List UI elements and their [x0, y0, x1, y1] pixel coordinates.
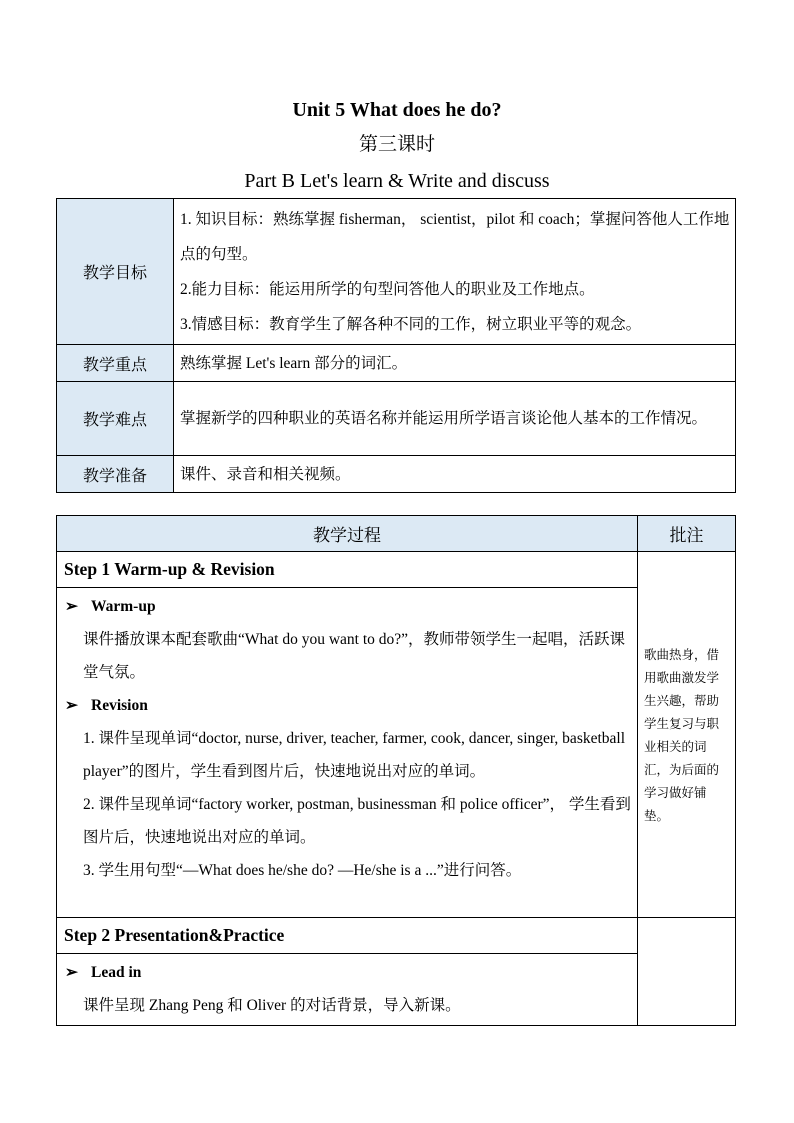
- warmup-text: 课件播放课本配套歌曲“What do you want to do?”，教师带领学生一起唱，活跃课堂气氛。: [83, 631, 626, 681]
- objectives-cell: [174, 199, 736, 345]
- focus-label: 教学重点: [57, 345, 174, 382]
- focus-text: 熟练掌握 Let's learn 部分的词汇。: [174, 345, 736, 382]
- teaching-process-table: [56, 515, 736, 1026]
- step-1-title: Step 1 Warm-up & Revision: [57, 552, 638, 588]
- lesson-goals-table: [56, 198, 736, 493]
- leadin-heading: ➢ Lead in: [65, 956, 633, 989]
- notes-column-header: 批注: [638, 516, 736, 552]
- objective-knowledge: 1. 知识目标：熟练掌握 fisherman， scientist，pilot 和 coach；掌握问答他人工作地点的句型。: [180, 210, 730, 263]
- document-title: Unit 5 What does he do?: [292, 99, 502, 121]
- difficulty-text: 掌握新学的四种职业的英语名称并能运用所学语言谈论他人基本的工作情况。: [174, 382, 736, 456]
- preparation-label: 教学准备: [57, 456, 174, 493]
- lesson-number: 第三课时: [358, 133, 435, 155]
- revision-item-3: 3. 学生用句型“—What does he/she do? —He/she is a ...”进行问答。: [83, 862, 522, 879]
- step-2-note: [638, 918, 736, 1026]
- process-column-header: 教学过程: [57, 516, 638, 552]
- revision-item-2: 2. 课件呈现单词“factory worker, postman, businessman 和 police officer”， 学生看到图片后，快速地说出对应的单词。: [83, 796, 631, 846]
- arrow-bullet-icon: ➢: [65, 598, 78, 615]
- step-1-note: 歌曲热身，借用歌曲激发学生兴趣，帮助学生复习与职业相关的词汇，为后面的学习做好铺垫。: [638, 552, 736, 918]
- step-2-title: Step 2 Presentation&Practice: [57, 918, 638, 954]
- objectives-label: 教学目标: [57, 199, 174, 345]
- objective-emotion: 3.情感目标：教育学生了解各种不同的工作，树立职业平等的观念。: [180, 315, 642, 333]
- step-1-body: [57, 588, 638, 918]
- document-subtitle: Part B Let's learn & Write and discuss: [244, 170, 550, 192]
- objective-ability: 2.能力目标：能运用所学的句型问答他人的职业及工作地点。: [180, 280, 595, 298]
- step-2-body: [57, 954, 638, 1026]
- arrow-bullet-icon: ➢: [65, 697, 78, 714]
- revision-heading: ➢ Revision: [65, 689, 633, 722]
- revision-item-1: 1. 课件呈现单词“doctor, nurse, driver, teacher, farmer, cook, dancer, singer, basketball player”的图片，学生看到图片后，快速地说出对应的单词。: [83, 730, 626, 780]
- leadin-text: 课件呈现 Zhang Peng 和 Oliver 的对话背景，导入新课。: [83, 997, 461, 1014]
- arrow-bullet-icon: ➢: [65, 964, 78, 981]
- preparation-text: 课件、录音和相关视频。: [174, 456, 736, 493]
- warmup-heading: ➢ Warm-up: [65, 590, 633, 623]
- difficulty-label: 教学难点: [57, 382, 174, 456]
